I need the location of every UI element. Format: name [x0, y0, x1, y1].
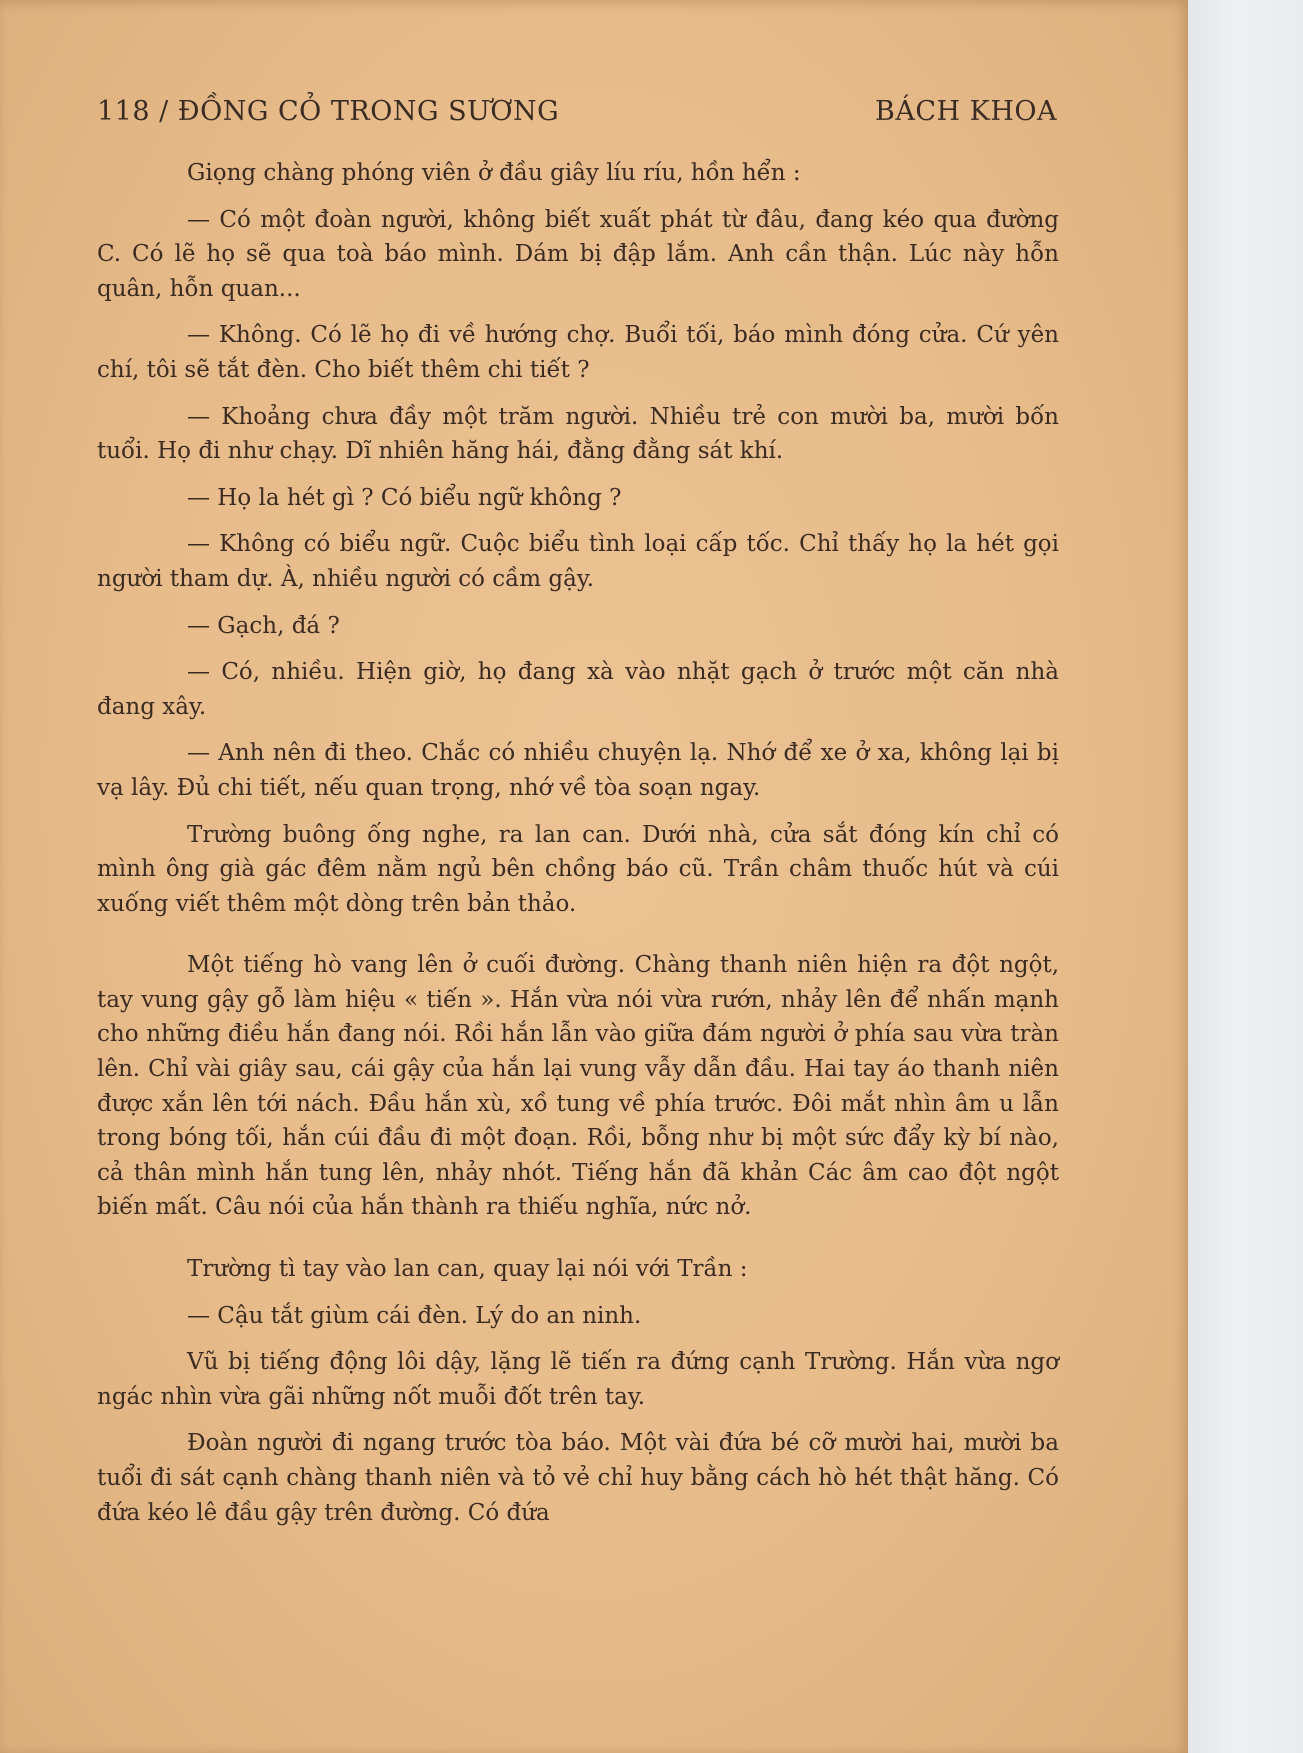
page-number-title: 118 / ĐỒNG CỎ TRONG SƯƠNG — [97, 96, 560, 127]
paragraph: — Anh nên đi theo. Chắc có nhiều chuyện lạ. Nhớ để xe ở xa, không lại bị vạ lây. Đủ chi tiết, nếu quan trọng, nhớ về tòa soạn ngay. — [97, 740, 1059, 801]
paragraph: — Khoảng chưa đầy một trăm người. Nhiều trẻ con mười ba, mười bốn tuổi. Họ đi như chạy. Dĩ nhiên hăng hái, đằng đằng sát khí. — [97, 403, 1059, 465]
paragraph: — Có một đoàn người, không biết xuất phát từ đâu, đang kéo qua đường C. Có lẽ họ sẽ qua toà báo mình. Dám bị đập lắm. Anh cần thận. Lúc này hỗn quân, hỗn quan... — [97, 206, 1059, 302]
paragraph: Đoàn người đi ngang trước tòa báo. Một vài đứa bé cỡ mười hai, mười ba tuổi đi sát cạnh chàng thanh niên và tỏ vẻ chỉ huy bằng cách hò hét thật hăng. Có đứa kéo lê đầu gậy trên đường. Có đứa — [97, 1430, 1059, 1526]
paragraph: Trường buông ống nghe, ra lan can. Dưới nhà, cửa sắt đóng kín chỉ có mình ông già gác đêm nằm ngủ bên chồng báo cũ. Trần châm thuốc hút và cúi xuống viết thêm một dòng trên bản thảo. — [97, 821, 1059, 917]
page-header — [97, 96, 1057, 136]
paragraph: Giọng chàng phóng viên ở đầu giây líu ríu, hồn hển : — [187, 160, 801, 186]
paragraph: Một tiếng hò vang lên ở cuối đường. Chàng thanh niên hiện ra đột ngột, tay vung gậy gỗ làm hiệu « tiến ». Hắn vừa nói vừa rướn, nhảy lên để nhấn mạnh cho những điều hắn đang nói. Rồi hắn lẫn vào giữa đám người ở phía sau vừa tràn lên. Chỉ vài giây sau, cái gậy của hắn lại vung vẫy dẫn đầu. Hai tay áo thanh niên được xắn lên tới nách. Đầu hắn xù, xồ tung về phía trước. Đôi mắt nhìn âm u lẫn trong bóng tối, hắn cúi đầu đi một đoạn. Rồi, bỗng như bị một sức đẩy kỳ bí nào, cả thân mình hắn tung lên, nhảy nhót. Tiếng hắn đã khản Các âm cao đột ngột biến mất. Câu nói của hắn thành ra thiếu nghĩa, nức nở. — [97, 952, 1059, 1221]
paragraph: — Họ la hét gì ? Có biểu ngữ không ? — [187, 484, 622, 511]
publication-name: BÁCH KHOA — [875, 96, 1057, 127]
body-text — [97, 156, 1059, 1530]
paragraph: — Cậu tắt giùm cái đèn. Lý do an ninh. — [187, 1302, 642, 1329]
paragraph: — Gạch, đá ? — [187, 612, 340, 639]
paragraph: — Không. Có lẽ họ đi về hướng chợ. Buổi tối, báo mình đóng cửa. Cứ yên chí, tôi sẽ tắt đèn. Cho biết thêm chi tiết ? — [97, 322, 1059, 383]
paragraph: Trường tì tay vào lan can, quay lại nói với Trần : — [187, 1256, 748, 1283]
paragraph: — Không có biểu ngữ. Cuộc biểu tình loại cấp tốc. Chỉ thấy họ la hét gọi người tham dự. À, nhiều người có cầm gậy. — [97, 531, 1059, 592]
paragraph: — Có, nhiều. Hiện giờ, họ đang xà vào nhặt gạch ở trước một căn nhà đang xây. — [97, 659, 1059, 720]
paragraph: Vũ bị tiếng động lôi dậy, lặng lẽ tiến ra đứng cạnh Trường. Hắn vừa ngơ ngác nhìn vừa gãi những nốt muỗi đốt trên tay. — [97, 1349, 1059, 1410]
scan-background — [1188, 0, 1303, 1753]
